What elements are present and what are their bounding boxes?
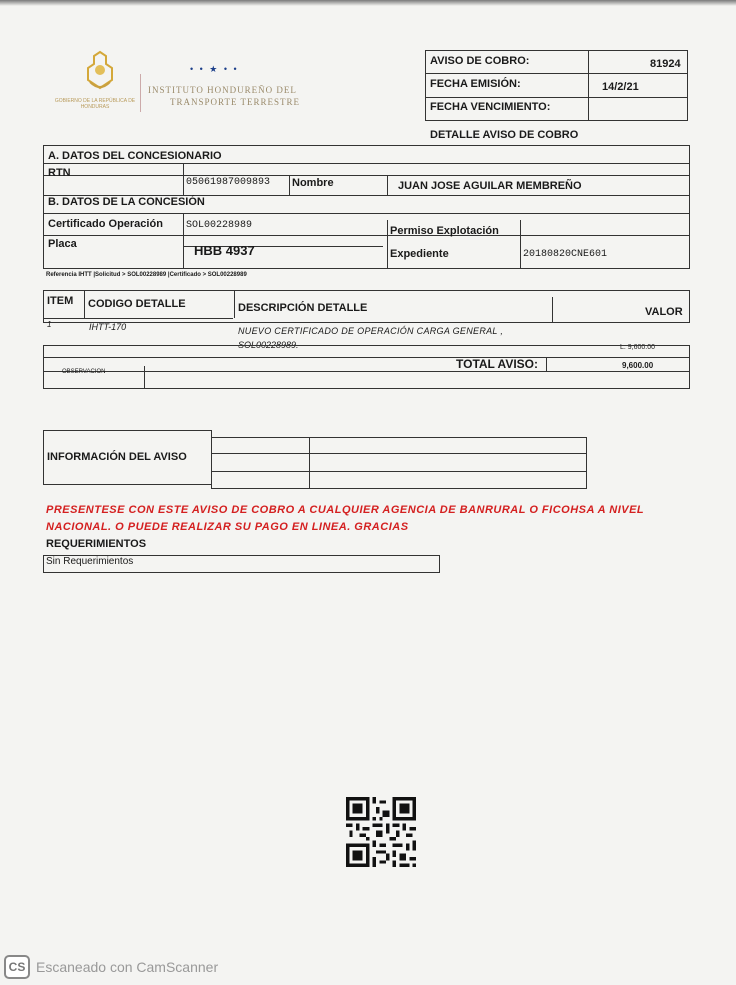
requerimientos-value: Sin Requerimientos bbox=[46, 556, 134, 567]
certificado-value: SOL00228989 bbox=[186, 220, 253, 231]
camscanner-logo bbox=[4, 955, 30, 979]
permiso-label: Permiso Explotación bbox=[390, 225, 499, 237]
payment-notice-line2: NACIONAL. O PUEDE REALIZAR SU PAGO EN LINEA. GRACIAS bbox=[46, 521, 409, 533]
certificado-label: Certificado Operación bbox=[48, 218, 163, 230]
row-item: 1 bbox=[47, 320, 52, 329]
section-a-title: A. DATOS DEL CONCESIONARIO bbox=[48, 150, 222, 162]
camscanner-logo-text: CS bbox=[8, 960, 26, 974]
row-codigo: IHTT-170 bbox=[89, 322, 127, 332]
row-valor: L. 9,600.00 bbox=[620, 344, 656, 351]
qr-code-icon bbox=[346, 797, 416, 867]
th-codigo: CODIGO DETALLE bbox=[88, 298, 186, 310]
fecha-emision-label: FECHA EMISIÓN: bbox=[430, 78, 521, 90]
stars: • • ★ • • bbox=[190, 64, 239, 74]
total-table bbox=[43, 345, 690, 389]
rtn-label: RTN bbox=[48, 167, 71, 179]
payment-notice-line1: PRESENTESE CON ESTE AVISO DE COBRO A CUALQUIER AGENCIA DE BANRURAL O FICOHSA A NIVEL bbox=[46, 504, 645, 516]
nombre-label: Nombre bbox=[292, 177, 334, 189]
qr-code bbox=[346, 797, 416, 867]
th-valor: VALOR bbox=[645, 306, 683, 318]
expediente-label: Expediente bbox=[390, 248, 449, 260]
scan-top-edge bbox=[0, 0, 736, 6]
nombre-value: JUAN JOSE AGUILAR MEMBREÑO bbox=[398, 180, 582, 192]
total-label: TOTAL AVISO: bbox=[456, 357, 539, 371]
fecha-emision-value: 14/2/21 bbox=[602, 81, 639, 93]
logo-divider bbox=[140, 74, 141, 112]
seal-caption: GOBIERNO DE LA REPÚBLICA DE HONDURAS bbox=[54, 98, 136, 110]
camscanner-watermark: Escaneado con CamScanner bbox=[36, 959, 219, 975]
placa-label: Placa bbox=[48, 238, 77, 250]
aviso-cobro-label: AVISO DE COBRO: bbox=[430, 55, 530, 67]
row-descripcion-2: SOL00228989. bbox=[238, 340, 299, 350]
requerimientos-label: REQUERIMIENTOS bbox=[46, 538, 147, 550]
th-descripcion: DESCRIPCIÓN DETALLE bbox=[238, 302, 368, 314]
institution-line1: INSTITUTO HONDUREÑO DEL bbox=[148, 85, 297, 95]
observacion-label: OBSERVACION bbox=[62, 369, 106, 375]
row-descripcion-1: NUEVO CERTIFICADO DE OPERACIÓN CARGA GENERAL , bbox=[238, 326, 504, 336]
rtn-value: 05061987009893 bbox=[186, 177, 271, 188]
total-value: 9,600.00 bbox=[622, 361, 654, 370]
institution-line2: TRANSPORTE TERRESTRE bbox=[170, 97, 301, 107]
fecha-vencimiento-label: FECHA VENCIMIENTO: bbox=[430, 101, 551, 113]
expediente-value: 20180820CNE601 bbox=[523, 249, 608, 260]
section-b-title: B. DATOS DE LA CONCESIÓN bbox=[48, 196, 205, 208]
referencia-line: Referencia IHTT |Solicitud > SOL00228989 |Certificado > SOL00228989 bbox=[46, 272, 247, 278]
placa-value: HBB 4937 bbox=[194, 243, 255, 258]
detalle-title: DETALLE AVISO DE COBRO bbox=[430, 129, 579, 141]
th-item: ITEM bbox=[47, 295, 74, 307]
info-aviso-label: INFORMACIÓN DEL AVISO bbox=[47, 451, 187, 463]
aviso-cobro-value: 81924 bbox=[650, 58, 681, 70]
